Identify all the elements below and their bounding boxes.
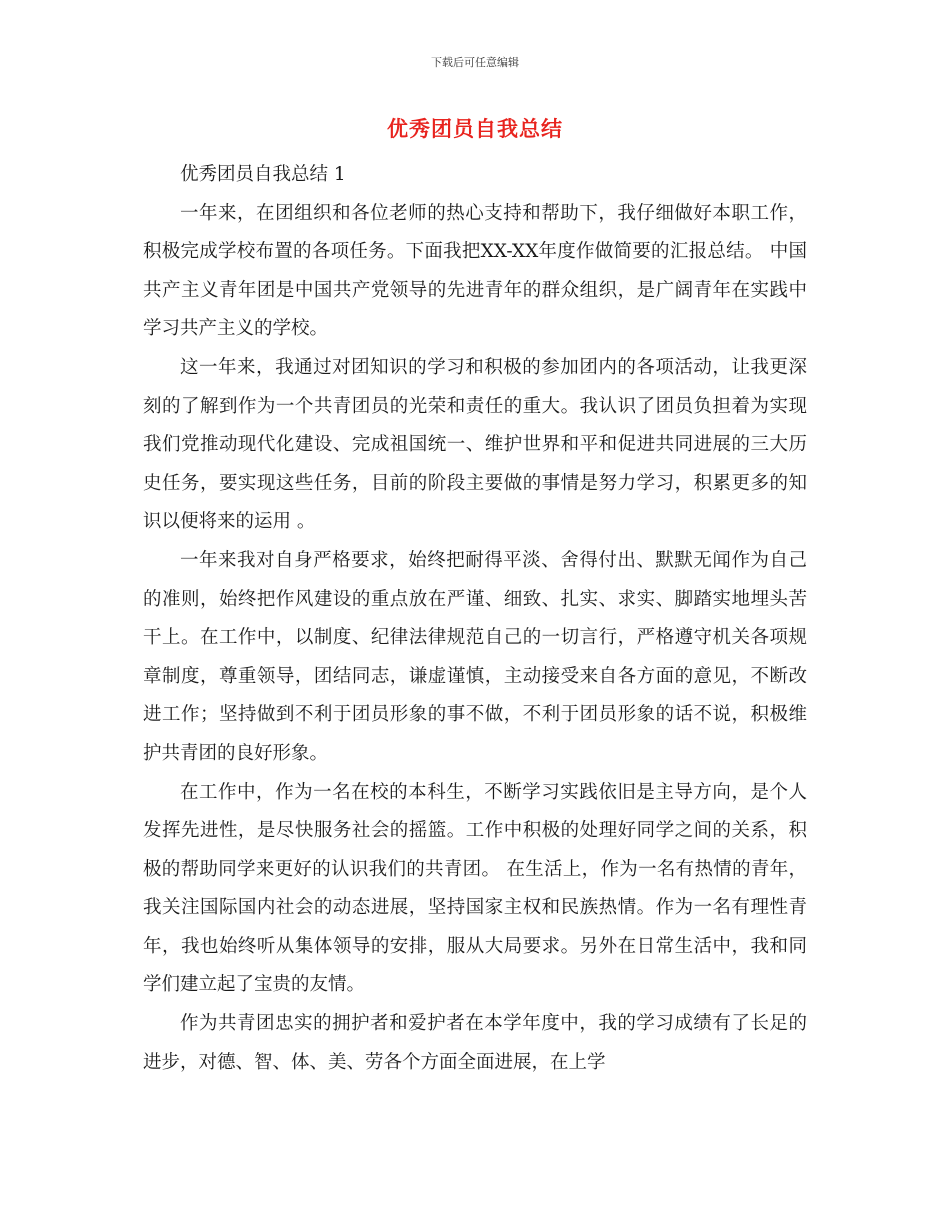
document-body	[143, 156, 807, 1082]
section-subtitle: 优秀团员自我总结 1	[180, 164, 346, 185]
paragraph-3: 一年来我对自身严格要求，始终把耐得平淡、舍得付出、默默无闻作为自己的准则，始终把作风建设的重点放在严谨、细致、扎实、求实、脚踏实地埋头苦干上。在工作中，以制度、纪律法律规范自己的一切言行，严格遵守机关各项规章制度，尊重领导，团结同志，谦虚谨慎，主动接受来自各方面的意见，不断改进工作；坚持做到不利于团员形象的事不做，不利于团员形象的话不说，积极维护共青团的良好形象。	[143, 549, 807, 764]
paragraph-4: 在工作中，作为一名在校的本科生，不断学习实践依旧是主导方向，是个人发挥先进性，是尽快服务社会的摇篮。工作中积极的处理好同学之间的关系，积极的帮助同学来更好的认识我们的共青团。 在生活上，作为一名有热情的青年，我关注国际国内社会的动态进展，坚持国家主权和民族热情。作为一名有理性青年，我也始终听从集体领导的安排，服从大局要求。另外在日常生活中，我和同学们建立起了宝贵的友情。	[143, 781, 807, 996]
header-note: 下载后可任意编辑	[431, 56, 519, 69]
paragraph-5: 作为共青团忠实的拥护者和爱护者在本学年度中，我的学习成绩有了长足的进步，对德、智、体、美、劳各个方面全面进展，在上学	[143, 1013, 807, 1073]
paragraph-2: 这一年来，我通过对团知识的学习和积极的参加团内的各项活动，让我更深刻的了解到作为一个共青团员的光荣和责任的重大。我认识了团员负担着为实现我们党推动现代化建设、完成祖国统一、维护世界和平和促进共同进展的三大历史任务，要实现这些任务，目前的阶段主要做的事情是努力学习，积累更多的知识以便将来的运用 。	[143, 356, 807, 533]
document-title: 优秀团员自我总结	[387, 117, 563, 141]
paragraph-1: 一年来，在团组织和各位老师的热心支持和帮助下，我仔细做好本职工作，积极完成学校布置的各项任务。下面我把XX-XX年度作做简要的汇报总结。 中国共产主义青年团是中国共产党领导的先进青年的群众组织，是广阔青年在实践中学习共产主义的学校。	[143, 202, 807, 340]
